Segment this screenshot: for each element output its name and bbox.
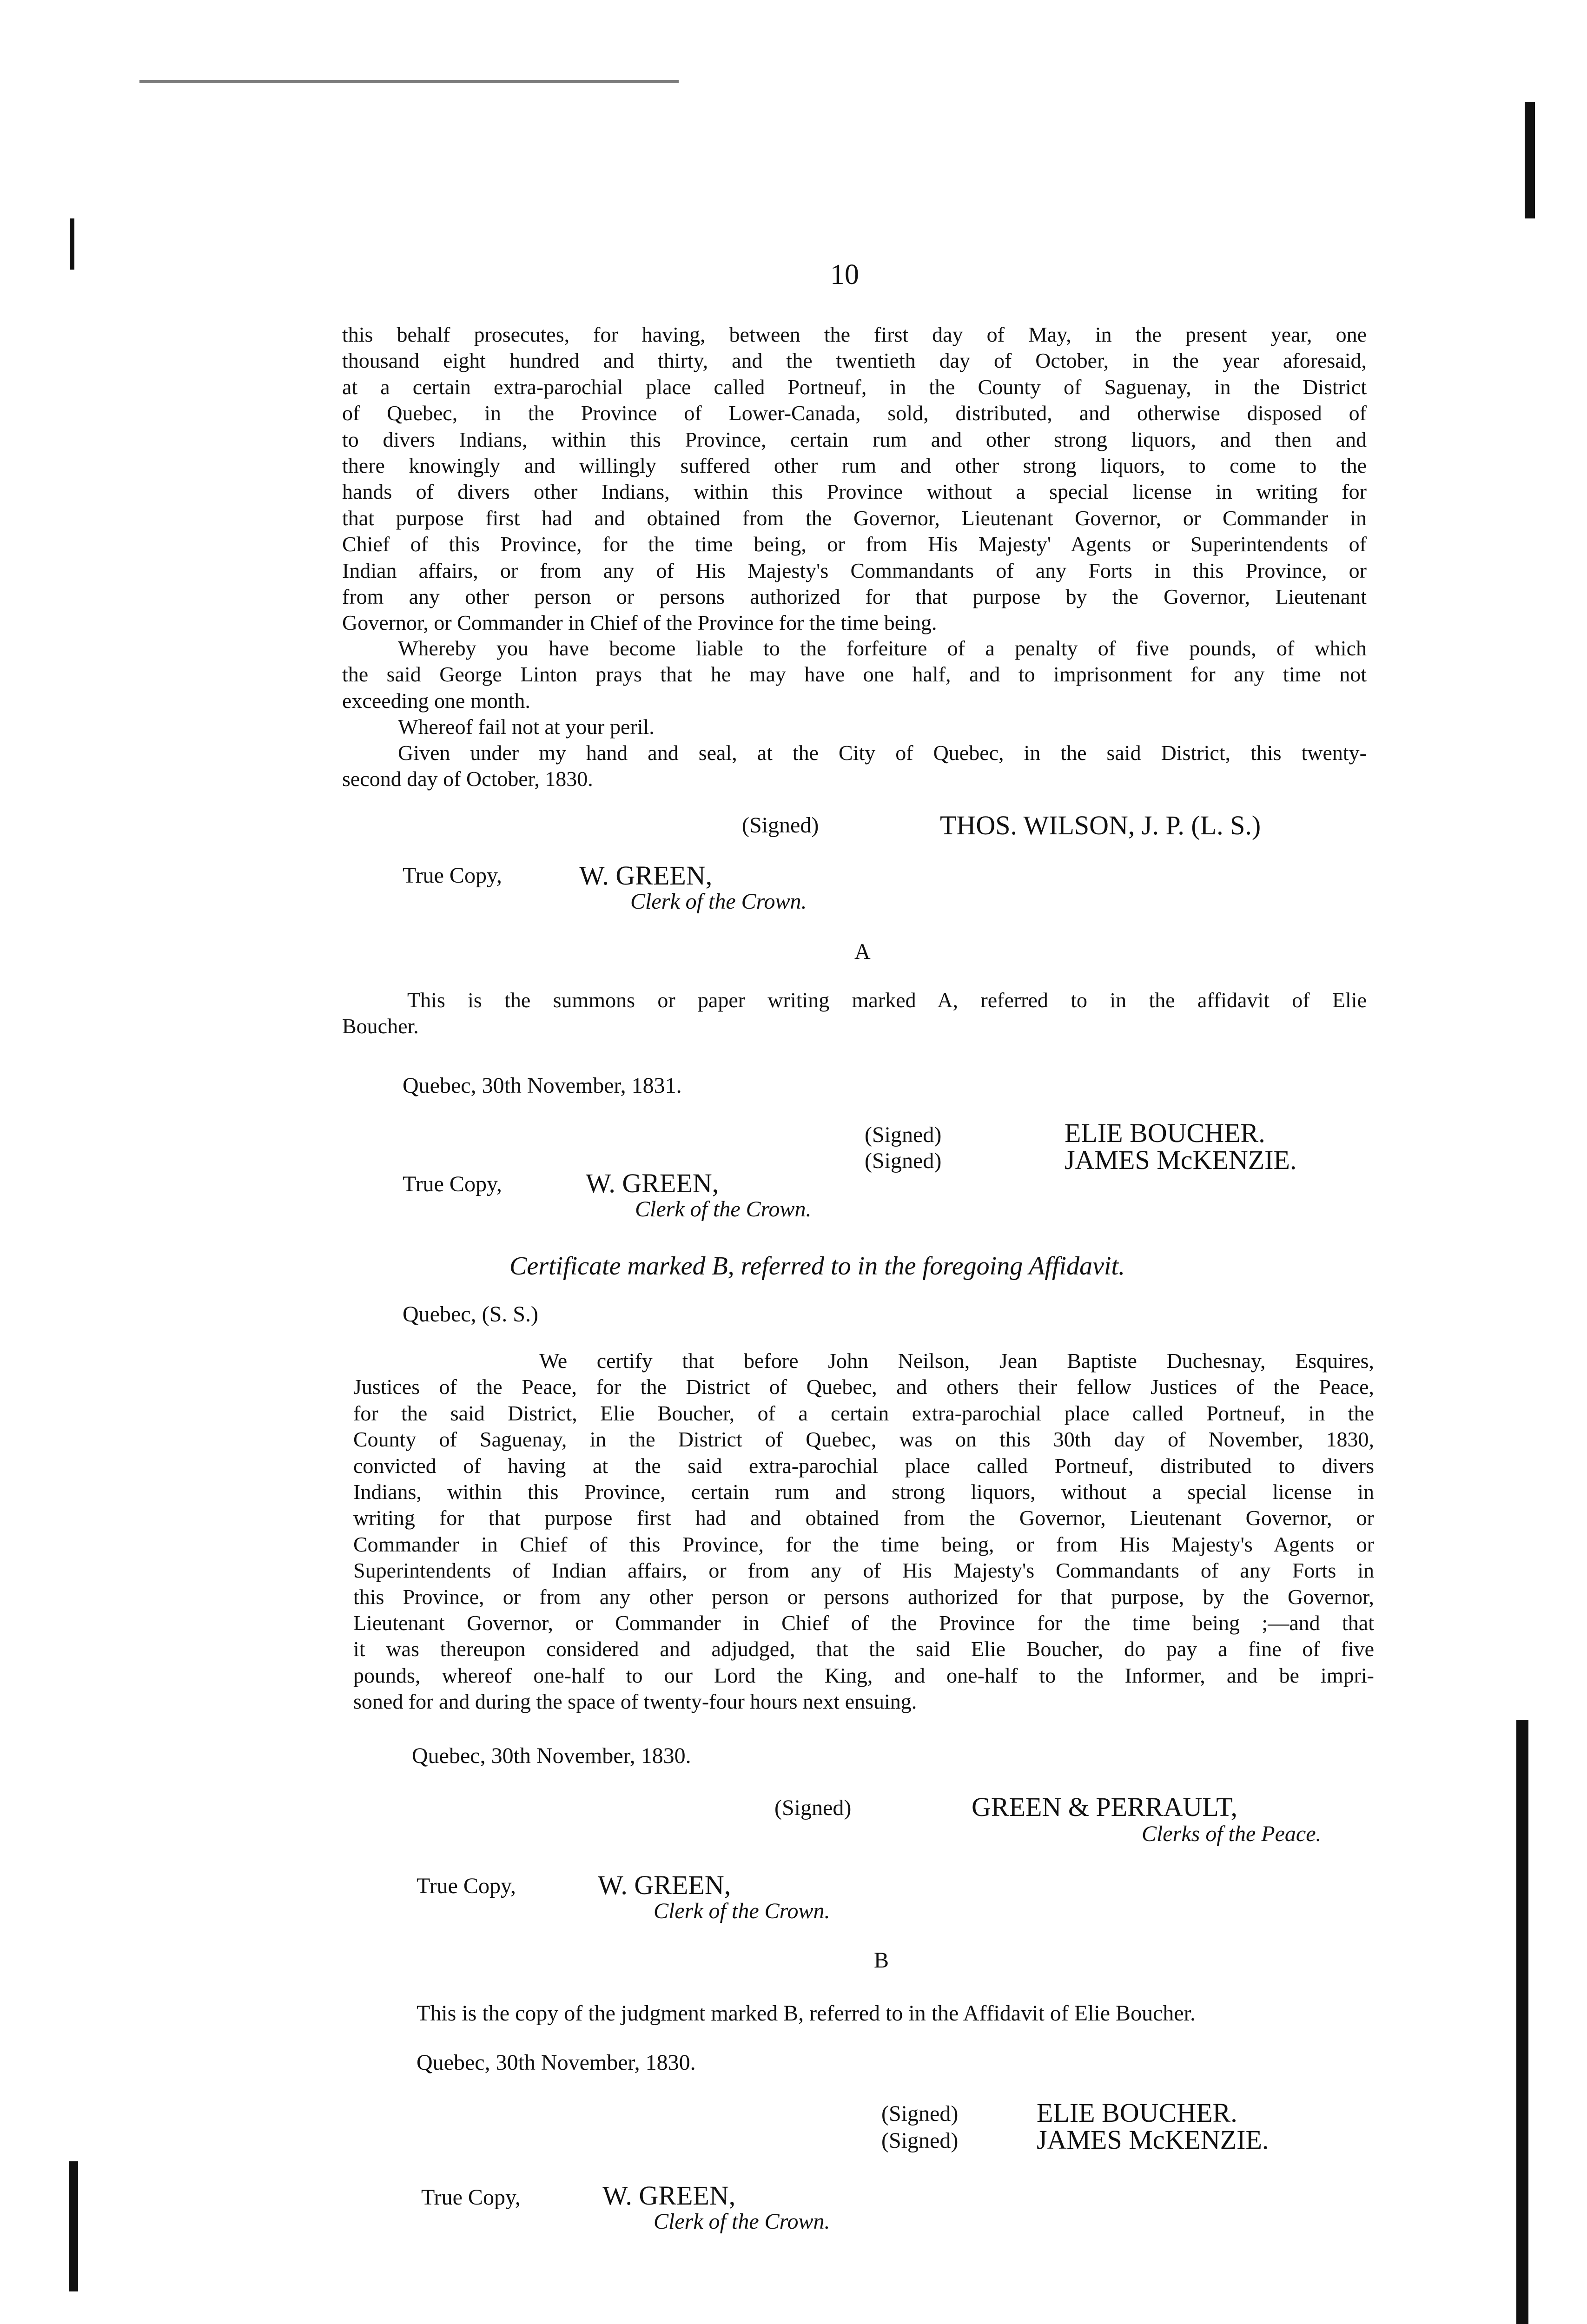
signatory-name: ELIE BOUCHER. bbox=[1065, 1118, 1265, 1148]
signed-label: (Signed) bbox=[774, 1796, 852, 1820]
clerk-title: Clerk of the Crown. bbox=[654, 2209, 830, 2234]
text-line: for the said District, Elie Boucher, of a certain extra-parochial place called Portneuf, in the bbox=[353, 1401, 1374, 1425]
signatory-name: ELIE BOUCHER. bbox=[1037, 2098, 1237, 2128]
clerk-title: Clerks of the Peace. bbox=[1142, 1822, 1322, 1846]
text-line: Chief of this Province, for the time being, or from His Majesty' Agents or Superintendents of bbox=[342, 532, 1367, 556]
text-line: Boucher. bbox=[342, 1014, 419, 1038]
signed-label: (Signed) bbox=[881, 2101, 959, 2126]
text-line: Indians, within this Province, certain rum and strong liquors, without a special license in bbox=[353, 1480, 1374, 1504]
text-line: convicted of having at the said extra-parochial place called Portneuf, distributed to divers bbox=[353, 1453, 1374, 1478]
text-line: to divers Indians, within this Province, certain rum and other strong liquors, and then and bbox=[342, 427, 1367, 451]
paragraph-given bbox=[342, 740, 1367, 792]
text-line: it was thereupon considered and adjudged, that the said Elie Boucher, do pay a fine of five bbox=[353, 1637, 1374, 1661]
text-line: Commander in Chief of this Province, for the time being, or from His Majesty's Agents or bbox=[353, 1532, 1374, 1556]
signed-label: (Signed) bbox=[865, 1149, 942, 1173]
text-line: Indian affairs, or from any of His Majesty's Commandants of any Forts in this Province, or bbox=[342, 558, 1367, 582]
signed-label: (Signed) bbox=[881, 2128, 959, 2153]
text-line: Whereof fail not at your peril. bbox=[398, 715, 655, 739]
date-line: Quebec, 30th November, 1830. bbox=[417, 2050, 696, 2075]
paragraph-certificate bbox=[353, 1348, 1374, 1715]
signatory-name: JAMES McKENZIE. bbox=[1065, 1145, 1297, 1175]
clerk-name: W. GREEN, bbox=[602, 2180, 736, 2211]
clerk-name: W. GREEN, bbox=[579, 860, 713, 891]
paragraph-liability bbox=[342, 635, 1367, 714]
judgment-copy-note: This is the copy of the judgment marked B, referred to in the Affidavit of Elie Boucher. bbox=[417, 2001, 1196, 2026]
paragraph-summons bbox=[342, 987, 1367, 1040]
scan-left-edge-mark bbox=[70, 218, 74, 270]
text-line: that purpose first had and obtained from the Governor, Lieutenant Governor, or Commander in bbox=[342, 506, 1367, 530]
text-line: from any other person or persons authorized for that purpose by the Governor, Lieutenant bbox=[342, 585, 1367, 609]
text-line: the said George Linton prays that he may have one half, and to imprisonment for any time not bbox=[342, 662, 1367, 687]
text-line: there knowingly and willingly suffered other rum and other strong liquors, to come to the bbox=[342, 454, 1367, 478]
true-copy-label: True Copy, bbox=[417, 1874, 516, 1898]
text-line: We certify that before John Neilson, Jean Baptiste Duchesnay, Esquires, bbox=[539, 1349, 1374, 1373]
text-line: Given under my hand and seal, at the City of Quebec, in the said District, this twenty- bbox=[398, 741, 1367, 765]
clerk-name: W. GREEN, bbox=[598, 1870, 731, 1900]
scan-top-right-mark bbox=[1525, 102, 1535, 218]
page-number: 10 bbox=[830, 259, 859, 290]
text-line: This is the summons or paper writing marked A, referred to in the affidavit of Elie bbox=[407, 988, 1367, 1012]
text-line: this Province, or from any other person or persons authorized for that purpose, by the Governor, bbox=[353, 1585, 1374, 1609]
paragraph-charge bbox=[342, 322, 1367, 636]
text-line: pounds, whereof one-half to our Lord the King, and one-half to the Informer, and be impri- bbox=[353, 1663, 1374, 1687]
clerk-title: Clerk of the Crown. bbox=[635, 1197, 812, 1221]
section-letter-a: A bbox=[854, 939, 871, 964]
text-line: writing for that purpose first had and obtained from the Governor, Lieutenant Governor, or bbox=[353, 1506, 1374, 1530]
date-line: Quebec, 30th November, 1831. bbox=[403, 1073, 682, 1098]
text-line: of Quebec, in the Province of Lower-Canada, sold, distributed, and otherwise disposed of bbox=[342, 401, 1367, 425]
scan-left-edge-bar bbox=[69, 2161, 78, 2291]
certificate-heading: Certificate marked B, referred to in the foregoing Affidavit. bbox=[509, 1252, 1125, 1281]
section-letter-b: B bbox=[874, 1948, 889, 1973]
text-line: Justices of the Peace, for the District of Quebec, and others their fellow Justices of the Peace, bbox=[353, 1375, 1374, 1399]
signatory-name: GREEN & PERRAULT, bbox=[972, 1792, 1237, 1822]
text-line: hands of divers other Indians, within this Province without a special license in writing for bbox=[342, 480, 1367, 504]
scan-top-smudge bbox=[139, 80, 679, 83]
text-line: second day of October, 1830. bbox=[342, 767, 593, 791]
paragraph-warning bbox=[398, 714, 1367, 740]
clerk-title: Clerk of the Crown. bbox=[654, 1899, 830, 1923]
clerk-name: W. GREEN, bbox=[586, 1168, 719, 1198]
true-copy-label: True Copy, bbox=[403, 1172, 502, 1196]
text-line: thousand eight hundred and thirty, and the twentieth day of October, in the year aforesaid, bbox=[342, 349, 1367, 373]
clerk-title: Clerk of the Crown. bbox=[630, 889, 807, 914]
text-line: exceeding one month. bbox=[342, 688, 530, 713]
text-line: Lieutenant Governor, or Commander in Chief of the Province for the time being ;—and that bbox=[353, 1611, 1374, 1635]
text-line: Superintendents of Indian affairs, or from any of His Majesty's Commandants of any Forts in bbox=[353, 1558, 1374, 1583]
text-line: Whereby you have become liable to the forfeiture of a penalty of five pounds, of which bbox=[398, 636, 1367, 660]
text-line: at a certain extra-parochial place called Portneuf, in the County of Saguenay, in the District bbox=[342, 375, 1367, 399]
text-line: County of Saguenay, in the District of Quebec, was on this 30th day of November, 1830, bbox=[353, 1427, 1374, 1452]
signatory-name: JAMES McKENZIE. bbox=[1037, 2125, 1269, 2155]
text-line: this behalf prosecutes, for having, between the first day of May, in the present year, one bbox=[342, 323, 1367, 346]
true-copy-label: True Copy, bbox=[403, 863, 502, 888]
date-line: Quebec, 30th November, 1830. bbox=[412, 1743, 691, 1768]
true-copy-label: True Copy, bbox=[421, 2185, 521, 2210]
signed-label: (Signed) bbox=[865, 1122, 942, 1147]
signed-label: (Signed) bbox=[742, 813, 819, 838]
scan-right-edge-bar bbox=[1516, 1720, 1528, 2324]
signatory-name: THOS. WILSON, J. P. (L. S.) bbox=[940, 810, 1261, 840]
jurisdiction-line: Quebec, (S. S.) bbox=[403, 1302, 538, 1327]
text-line: soned for and during the space of twenty-four hours next ensuing. bbox=[353, 1690, 917, 1714]
text-line: Governor, or Commander in Chief of the Province for the time being. bbox=[342, 611, 937, 635]
